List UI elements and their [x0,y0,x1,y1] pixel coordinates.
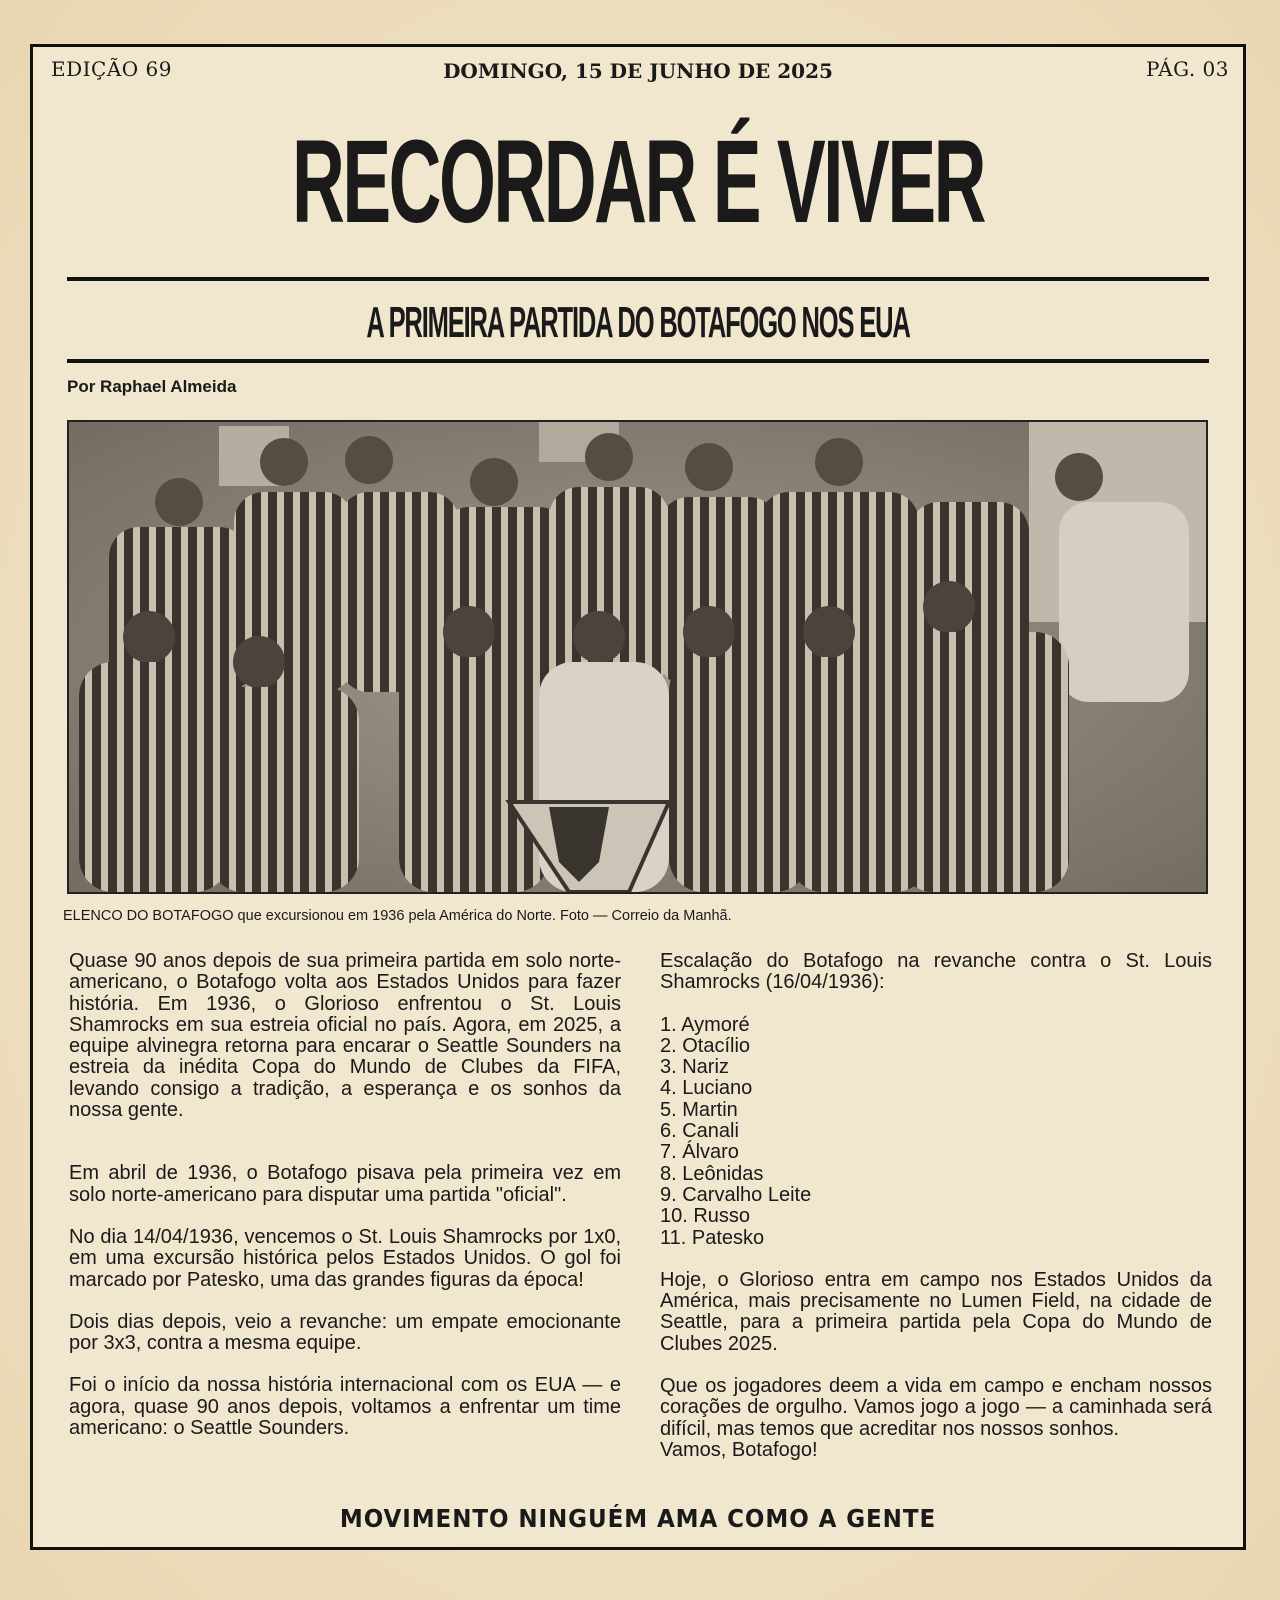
newspaper-page [30,44,1246,1550]
list-item: 1. Aymoré [660,1013,750,1036]
lineup-list [660,1015,1212,1249]
list-item: 10. Russo [660,1205,751,1228]
list-item: 4. Luciano [660,1077,753,1100]
header-row [33,57,1243,87]
list-item: 2. Otacílio [660,1034,751,1057]
team-photo-illustration [69,422,1206,892]
page-number: PÁG. 03 [1146,57,1229,81]
paragraph: Em abril de 1936, o Botafogo pisava pela primeira vez em solo norte-americano para disputar uma partida "oficial". [69,1162,621,1206]
list-item: 8. Leônidas [660,1162,764,1185]
list-item: 9. Carvalho Leite [660,1183,812,1206]
paragraph: Foi o início da nossa história internacional com os EUA — e agora, quase 90 anos depois, voltamos a enfrentar um time americano: o Seattle Sounders. [69,1374,621,1440]
list-item: 5. Martin [660,1098,738,1121]
paragraph: Hoje, o Glorioso entra em campo nos Estados Unidos da América, mais precisamente no Lumen Field, na cidade de Seattle, para a primeira partida pela Copa do Mundo de Clubes 2025. [660,1268,1212,1355]
paragraph: Que os jogadores deem a vida em campo e encham nossos corações de orgulho. Vamos jogo a jogo — a caminhada será difícil, mas temos que acreditar nos nossos sonhos. [660,1375,1212,1440]
list-item: 7. Álvaro [660,1141,739,1164]
paragraph: No dia 14/04/1936, vencemos o St. Louis Shamrocks por 1x0, em uma excursão histórica pelos Estados Unidos. O gol foi marcado por Patesko, uma das grandes figuras da época! [69,1225,621,1291]
footer-slogan: MOVIMENTO NINGUÉM AMA COMO A GENTE [339,1504,937,1533]
byline: Por Raphael Almeida [67,377,237,396]
closing-line: Vamos, Botafogo! [660,1438,818,1461]
photo-caption: ELENCO DO BOTAFOGO que excursionou em 1936 pela América do Norte. Foto — Correio da Manhã. [63,908,732,924]
paragraph: Quase 90 anos depois de sua primeira partida em solo norte-americano, o Botafogo volta aos Estados Unidos para fazer história. Em 1936, o Glorioso enfrentou o St. Louis Shamrocks em sua estreia oficial no país. Agora, em 2025, a equipe alvinegra retorna para encarar o Seattle Sounders na estreia da inédita Copa do Mundo de Clubes da FIFA, levando consigo a tradição, a esperança e os sonhos da nossa gente. [69,950,621,1122]
edition-number: EDIÇÃO 69 [51,57,172,81]
headline-rule-bottom [67,359,1209,363]
article-column-right [660,951,1212,1482]
article-column-left [69,951,621,1460]
headline: A PRIMEIRA PARTIDA DO BOTAFOGO NOS EUA [366,298,910,347]
list-item: 11. Patesko [660,1226,765,1249]
issue-date: DOMINGO, 15 DE JUNHO DE 2025 [443,59,833,83]
list-item: 6. Canali [660,1120,739,1143]
masthead-title: RECORDAR É VIVER [291,116,985,248]
headline-rule-top [67,277,1209,281]
list-item: 3. Nariz [660,1056,729,1079]
lineup-intro: Escalação do Botafogo na revanche contra o St. Louis Shamrocks (16/04/1936): [660,950,1212,994]
paragraph: Dois dias depois, veio a revanche: um empate emocionante por 3x3, contra a mesma equipe. [69,1310,621,1355]
team-photo [67,420,1208,894]
